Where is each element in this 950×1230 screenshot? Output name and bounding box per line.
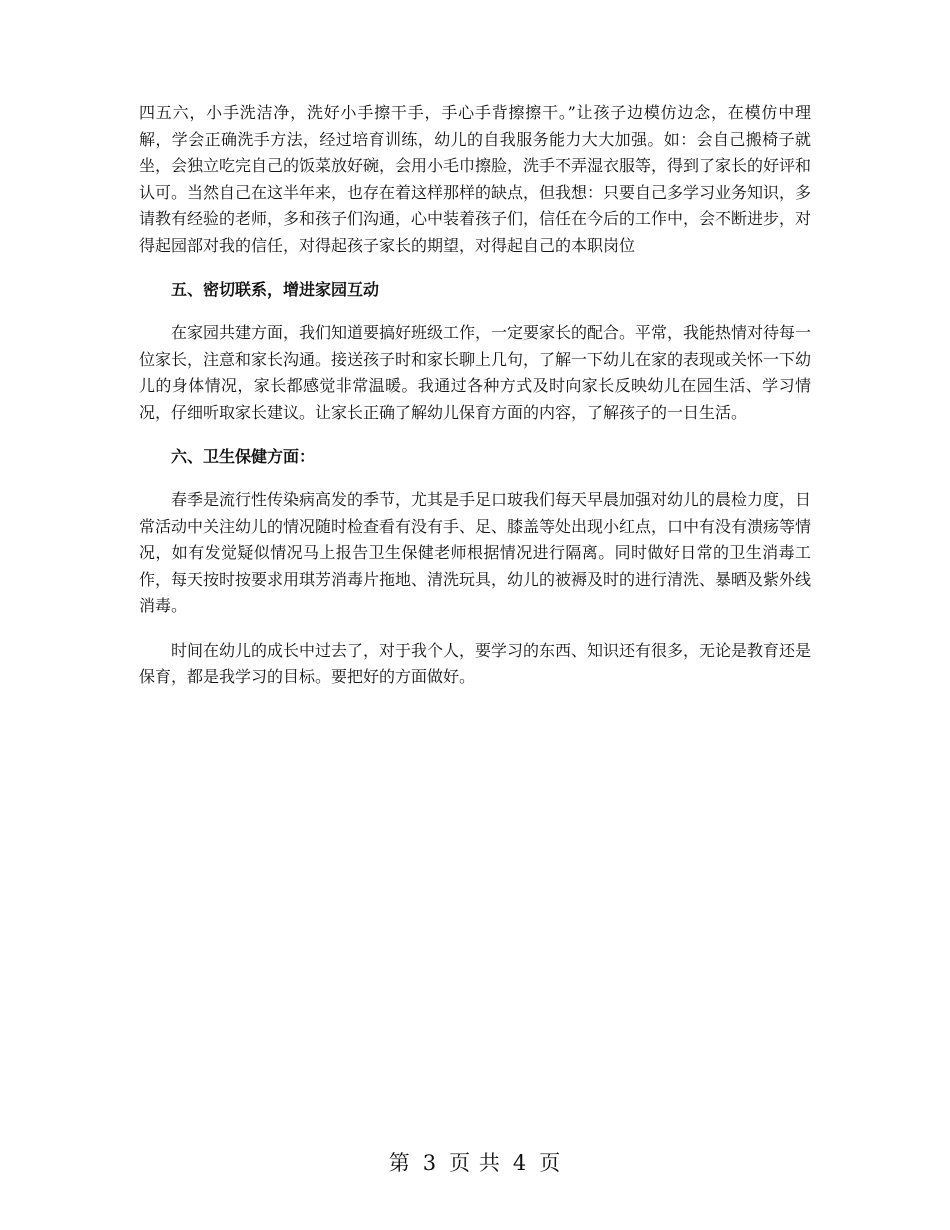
body-paragraph-3: 春季是流行性传染病高发的季节，尤其是手足口玻我们每天早晨加强对幼儿的晨检力度，日常活动中关注幼儿的情况随时检查看有没有手、足、膝盖等处出现小红点，口中有没有溃疡等情况，如有发觉疑似情况马上报告卫生保健老师根据情况进行隔离。同时做好日常的卫生消毒工作，每天按时按要求用琪芳消毒片拖地、清洗玩具，幼儿的被褥及时的进行清洗、暴晒及紫外线消毒。 [139,490,812,615]
body-paragraph-2: 在家园共建方面，我们知道要搞好班级工作，一定要家长的配合。平常，我能热情对待每一位家长，注意和家长沟通。接送孩子时和家长聊上几句，了解一下幼儿在家的表现或关怀一下幼儿的身体情况，家长都感觉非常温暖。我通过各种方式及时向家长反映幼儿在园生活、学习情况，仔细听取家长建议。让家长正确了解幼儿保育方面的内容，了解孩子的一日生活。 [139,323,812,422]
page-label-mid: 页 共 [449,1151,501,1175]
section-heading-6: 六、卫生保健方面： [171,447,316,466]
section-heading-5: 五、密切联系，增进家园互动 [171,280,380,299]
page-label-prefix: 第 [388,1151,411,1175]
document-body [139,100,811,691]
body-paragraph-1: 四五六，小手洗洁净，洗好小手擦干手，手心手背擦擦干。”让孩子边模仿边念，在模仿中理解，学会正确洗手方法，经过培育训练，幼儿的自我服务能力大大加强。如：会自己搬椅子就坐，会独立吃完自己的饭菜放好碗，会用小毛巾擦脸，洗手不弄湿衣服等，得到了家长的好评和认可。当然自己在这半年来，也存在着这样那样的缺点，但我想：只要自己多学习业务知识，多请教有经验的老师，多和孩子们沟通，心中装着孩子们，信任在今后的工作中，会不断进步，对得起园部对我的信任，对得起孩子家长的期望，对得起自己的本职岗位 [139,103,812,255]
body-paragraph-4: 时间在幼儿的成长中过去了，对于我个人，要学习的东西、知识还有很多，无论是教育还是保育，都是我学习的目标。要把好的方面做好。 [139,640,812,686]
page-footer [0,1148,950,1178]
current-page-number: 3 [422,1151,438,1175]
page-label-suffix: 页 [539,1151,562,1175]
total-page-count: 4 [512,1151,528,1175]
